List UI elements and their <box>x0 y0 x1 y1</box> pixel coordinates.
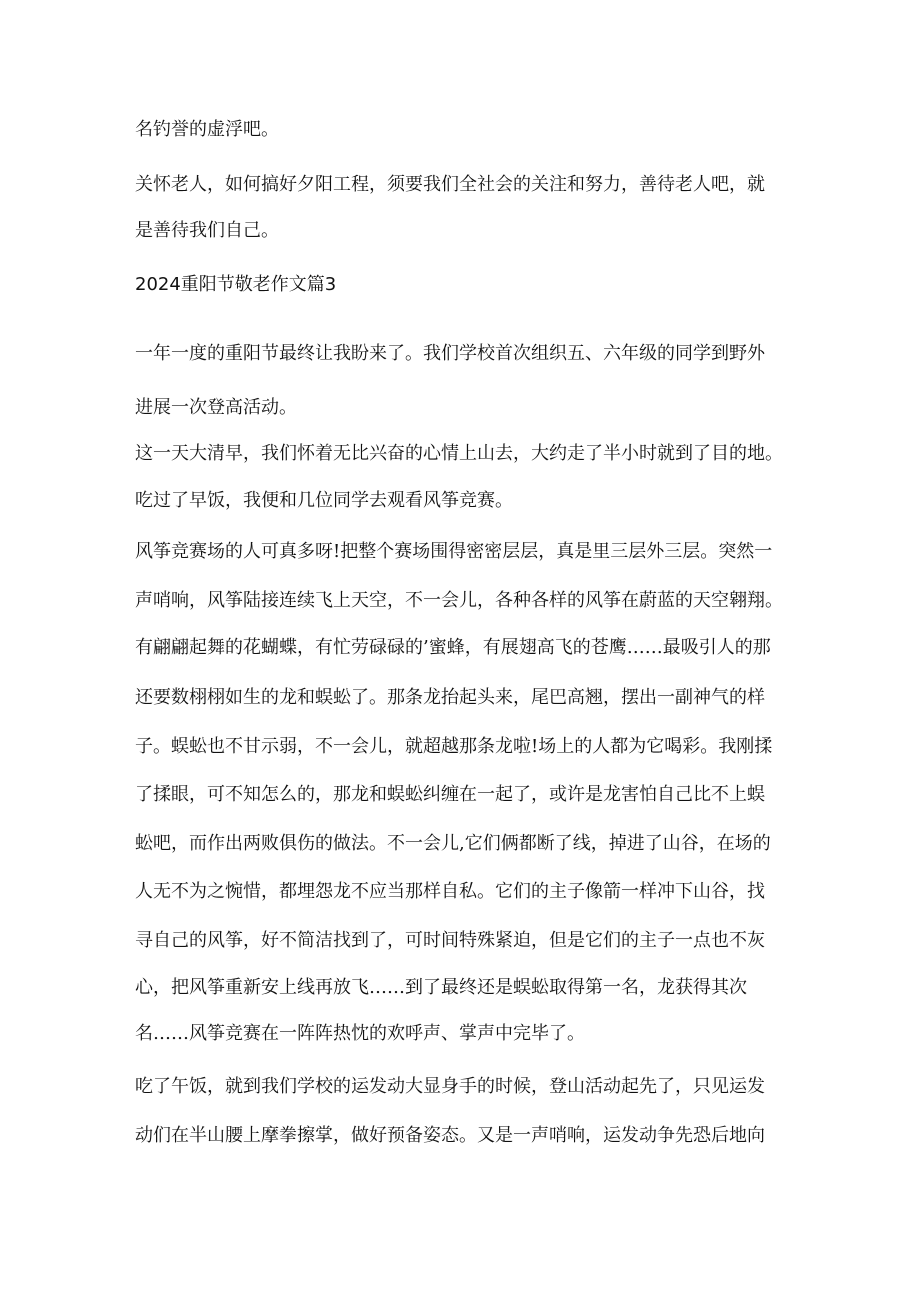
section-heading: 2024重阳节敬老作文篇3 <box>135 274 337 295</box>
paragraph-line: 一年一度的重阳节最终让我盼来了。我们学校首次组织五、六年级的同学到野外 <box>135 343 765 364</box>
paragraph-line: 声哨响，风筝陆接连续飞上天空，不一会儿，各种各样的风筝在蔚蓝的天空翱翔。 <box>135 590 783 611</box>
paragraph-line: 这一天大清早，我们怀着无比兴奋的心情上山去，大约走了半小时就到了目的地。 <box>135 443 783 464</box>
paragraph-line: 了揉眼，可不知怎么的，那龙和蜈蚣纠缠在一起了，或许是龙害怕自己比不上蜈 <box>135 784 765 805</box>
paragraph-line: 名钓誉的虚浮吧。 <box>135 119 279 140</box>
paragraph-line: 还要数栩栩如生的龙和蜈蚣了。那条龙抬起头来，尾巴高翘，摆出一副神气的样 <box>135 687 765 708</box>
paragraph-line: 吃过了早饭，我便和几位同学去观看风筝竞赛。 <box>135 490 513 511</box>
paragraph-line: 动们在半山腰上摩拳擦掌，做好预备姿态。又是一声哨响，运发动争先恐后地向 <box>135 1125 765 1146</box>
paragraph-line: 名……风筝竞赛在一阵阵热忱的欢呼声、掌声中完毕了。 <box>135 1023 585 1044</box>
paragraph-line: 风筝竞赛场的人可真多呀!把整个赛场围得密密层层，真是里三层外三层。突然一 <box>135 541 773 562</box>
paragraph-line: 寻自己的风筝，好不简洁找到了，可时间特殊紧迫，但是它们的主子一点也不灰 <box>135 930 765 951</box>
paragraph-line: 关怀老人，如何搞好夕阳工程，须要我们全社会的关注和努力，善待老人吧，就 <box>135 174 765 195</box>
paragraph-line: 蚣吧，而作出两败俱伤的做法。不一会儿,它们俩都断了线，掉进了山谷，在场的 <box>135 833 771 854</box>
paragraph-line: 吃了午饭，就到我们学校的运发动大显身手的时候，登山活动起先了，只见运发 <box>135 1076 765 1097</box>
paragraph-line: 进展一次登高活动。 <box>135 397 297 418</box>
paragraph-line: 有翩翩起舞的花蝴蝶，有忙劳碌碌的’蜜蜂，有展翅高飞的苍鹰……最吸引人的那 <box>135 637 771 658</box>
paragraph-line: 是善待我们自己。 <box>135 220 279 241</box>
paragraph-line: 子。蜈蚣也不甘示弱，不一会儿，就超越那条龙啦!场上的人都为它喝彩。我刚揉 <box>135 736 773 757</box>
paragraph-line: 人无不为之惋惜，都埋怨龙不应当那样自私。它们的主子像箭一样冲下山谷，找 <box>135 881 765 902</box>
paragraph-line: 心，把风筝重新安上线再放飞……到了最终还是蜈蚣取得第一名，龙获得其次 <box>135 977 747 998</box>
